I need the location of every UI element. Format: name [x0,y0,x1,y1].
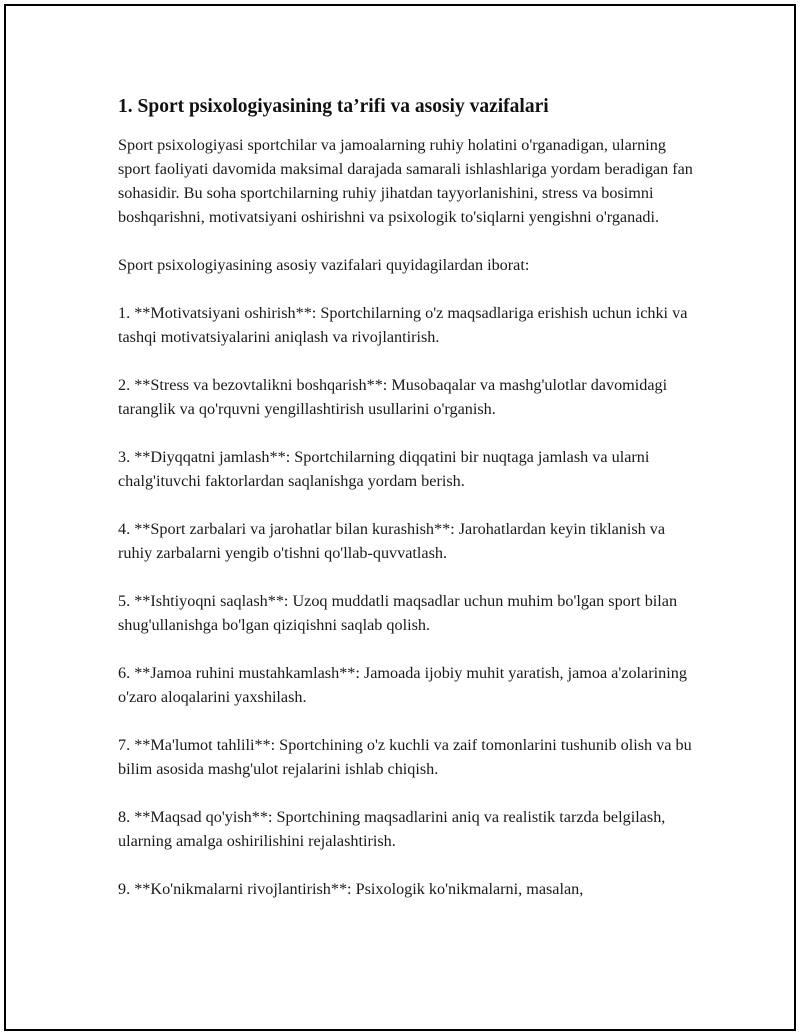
list-item-enthusiasm: 5. **Ishtiyoqni saqlash**: Uzoq muddatli maqsadlar uchun muhim bo'lgan sport bilan shug'ullanishga bo'lgan qiziqishni saqlab qolish. [118,592,678,634]
list-item-focus: 3. **Diyqqatni jamlash**: Sportchilarning diqqatini bir nuqtaga jamlash va ularni chalg'ituvchi faktorlardan saqlanishga yordam berish. [118,448,650,490]
list-item-injuries: 4. **Sport zarbalari va jarohatlar bilan kurashish**: Jarohatlardan keyin tiklanish va ruhiy zarbalarni yengib o'tishni qo'llab-quvvatlash. [118,520,666,562]
tasks-intro-paragraph: Sport psixologiyasining asosiy vazifalari quyidagilardan iborat: [118,256,530,274]
list-item-motivation: 1. **Motivatsiyani oshirish**: Sportchilarning o'z maqsadlariga erishish uchun ichki va tashqi motivatsiyalarini aniqlash va rivojlantirish. [118,304,688,346]
document-body [118,95,698,901]
list-item-analysis: 7. **Ma'lumot tahlili**: Sportchining o'z kuchli va zaif tomonlarini tushunib olish va bu bilim asosida mashg'ulot rejalarini ishlab chiqish. [118,736,692,778]
list-item-skills: 9. **Ko'nikmalarni rivojlantirish**: Psixologik ko'nikmalarni, masalan, [118,880,584,898]
list-item-stress: 2. **Stress va bezovtalikni boshqarish**: Musobaqalar va mashg'ulotlar davomidagi taranglik va qo'rquvni yengillashtirish usullarini o'rganish. [118,376,668,418]
section-heading: 1. Sport psixologiyasining ta’rifi va asosiy vazifalari [118,96,549,117]
list-item-goal-setting: 8. **Maqsad qo'yish**: Sportchining maqsadlarini aniq va realistik tarzda belgilash, ularning amalga oshirilishini rejalashtirish. [118,808,666,850]
intro-paragraph: Sport psixologiyasi sportchilar va jamoalarning ruhiy holatini o'rganadigan, ularning sport faoliyati davomida maksimal darajada samarali ishlashlariga yordam beradigan fan sohasidir. Bu soha sportchilarning ruhiy jihatdan tayyorlanishini, stress va bosimni boshqarishni, motivatsiyani oshirishni va psixologik to'siqlarni yengishni o'rganadi. [118,136,693,226]
list-item-team-spirit: 6. **Jamoa ruhini mustahkamlash**: Jamoada ijobiy muhit yaratish, jamoa a'zolarining o'zaro aloqalarini yaxshilash. [118,664,687,706]
